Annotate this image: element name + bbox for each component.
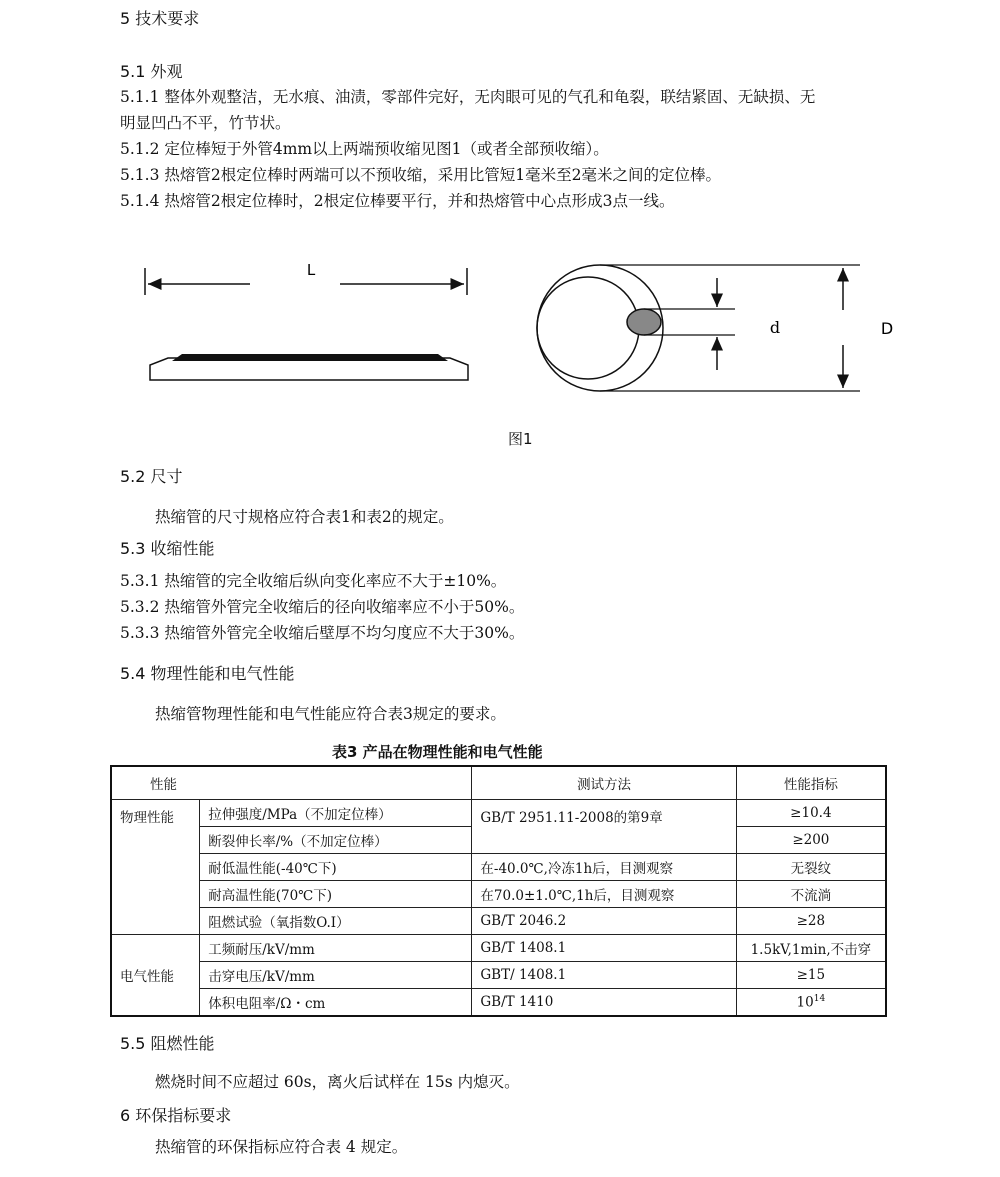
row-method: GB/T 2046.2	[472, 908, 736, 935]
table-row	[111, 881, 886, 908]
rod-cross-section	[627, 309, 661, 335]
table-row	[111, 800, 886, 827]
clause-5-3-3: 5.3.3 热缩管外管完全收缩后壁厚不均匀度应不大于30%。	[120, 624, 525, 642]
row-value: ≥200	[736, 827, 886, 854]
table-3	[110, 765, 887, 1017]
value-base: 10	[796, 994, 814, 1011]
table-3-caption: 表3 产品在物理性能和电气性能	[332, 743, 543, 761]
tube-outline	[150, 358, 468, 380]
table-row	[111, 854, 886, 881]
row-method: 在-40.0℃,冷冻1h后，目测观察	[472, 854, 736, 881]
section-5-4-heading: 5.4 物理性能和电气性能	[120, 664, 295, 683]
label-L: L	[306, 261, 316, 279]
section-5-3-heading: 5.3 收缩性能	[120, 539, 215, 558]
row-value: ≥15	[736, 962, 886, 989]
figure-1-caption: 图1	[508, 430, 533, 448]
clause-5-1-1-line1: 5.1.1 整体外观整洁，无水痕、油渍，零部件完好，无肉眼可见的气孔和龟裂，联结紧固、无缺损、无	[120, 88, 816, 106]
row-value: ≥28	[736, 908, 886, 935]
label-D: D	[880, 319, 894, 338]
section-6-paragraph: 热缩管的环保指标应符合表 4 规定。	[155, 1138, 408, 1156]
row-value: 1.5kV,1min,不击穿	[736, 935, 886, 962]
table-row	[111, 908, 886, 935]
row-method: GB/T 1410	[472, 989, 736, 1017]
value-exponent: 14	[813, 993, 826, 1004]
row-item: 击穿电压/kV/mm	[200, 962, 472, 989]
clause-5-1-1-line2: 明显凹凸不平，竹节状。	[120, 114, 291, 132]
section-5-heading: 5 技术要求	[120, 9, 200, 28]
section-6-heading: 6 环保指标要求	[120, 1106, 232, 1125]
clause-5-3-1: 5.3.1 热缩管的完全收缩后纵向变化率应不大于±10%。	[120, 572, 507, 590]
section-5-5-paragraph: 燃烧时间不应超过 60s，离火后试样在 15s 内熄灭。	[155, 1073, 520, 1091]
header-index: 性能指标	[736, 766, 886, 800]
section-5-2-paragraph: 热缩管的尺寸规格应符合表1和表2的规定。	[155, 508, 454, 526]
row-item: 拉伸强度/MPa（不加定位棒）	[200, 800, 472, 827]
table-row	[111, 962, 886, 989]
table-header-row	[111, 766, 886, 800]
row-item: 耐低温性能(-40℃下)	[200, 854, 472, 881]
clause-5-1-3: 5.1.3 热熔管2根定位棒时两端可以不预收缩，采用比管短1毫米至2毫米之间的定位棒。	[120, 166, 721, 184]
row-item: 阻燃试验（氧指数O.I）	[200, 908, 472, 935]
clause-5-3-2: 5.3.2 热缩管外管完全收缩后的径向收缩率应不小于50%。	[120, 598, 525, 616]
header-property: 性能	[111, 766, 472, 800]
positioning-rod	[172, 354, 448, 361]
inner-circle	[537, 277, 639, 379]
header-test-method: 测试方法	[472, 766, 736, 800]
row-item: 体积电阻率/Ω・cm	[200, 989, 472, 1017]
section-5-1-heading: 5.1 外观	[120, 62, 183, 81]
row-method: 在70.0±1.0℃,1h后，目测观察	[472, 881, 736, 908]
row-method: GB/T 2951.11-2008的第9章	[472, 800, 736, 854]
section-5-2-heading: 5.2 尺寸	[120, 467, 183, 486]
section-5-5-heading: 5.5 阻燃性能	[120, 1034, 215, 1053]
row-item: 工频耐压/kV/mm	[200, 935, 472, 962]
label-d: d	[769, 318, 781, 337]
row-value: 无裂纹	[736, 854, 886, 881]
group-physical: 物理性能	[111, 800, 200, 935]
group-electrical: 电气性能	[111, 935, 200, 1017]
row-value: 不流淌	[736, 881, 886, 908]
section-5-4-paragraph: 热缩管物理性能和电气性能应符合表3规定的要求。	[155, 705, 506, 723]
table-row	[111, 989, 886, 1017]
row-item: 耐高温性能(70℃下)	[200, 881, 472, 908]
row-method: GB/T 1408.1	[472, 935, 736, 962]
table-row	[111, 935, 886, 962]
clause-5-1-4: 5.1.4 热熔管2根定位棒时，2根定位棒要平行，并和热熔管中心点形成3点一线。	[120, 192, 675, 210]
figure-1-diagram	[130, 240, 910, 410]
row-method: GBT/ 1408.1	[472, 962, 736, 989]
row-item: 断裂伸长率/%（不加定位棒）	[200, 827, 472, 854]
row-value: ≥10.4	[736, 800, 886, 827]
clause-5-1-2: 5.1.2 定位棒短于外管4mm以上两端预收缩见图1（或者全部预收缩）。	[120, 140, 609, 158]
row-value	[736, 989, 886, 1017]
